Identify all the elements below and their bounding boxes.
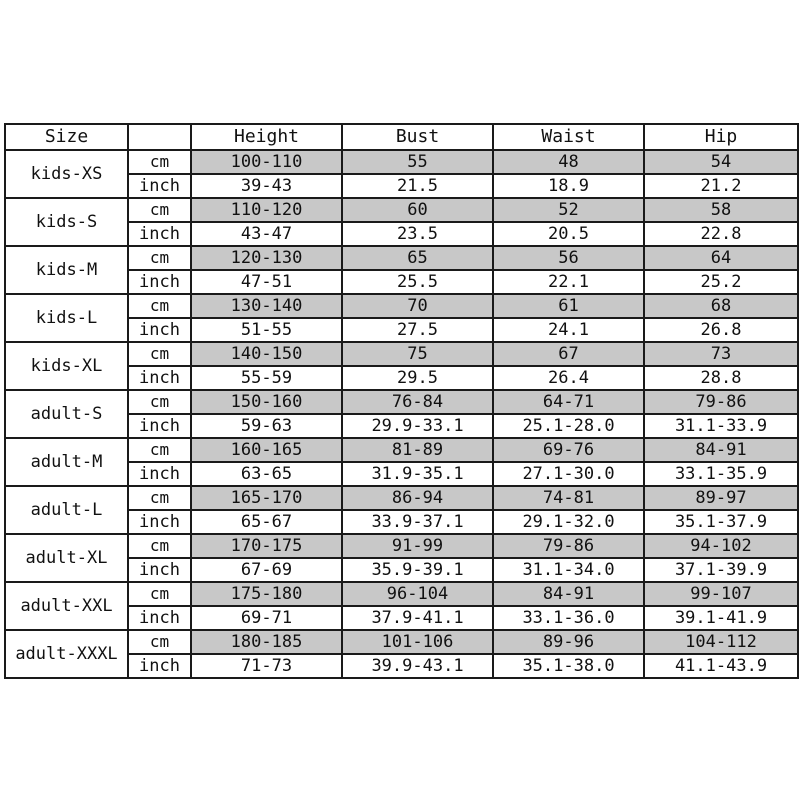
height-value: 67-69: [191, 558, 342, 582]
waist-value: 84-91: [493, 582, 644, 606]
bust-value: 65: [342, 246, 493, 270]
hip-value: 22.8: [644, 222, 798, 246]
unit-label: inch: [128, 510, 191, 534]
table-row: [5, 294, 798, 318]
unit-label: inch: [128, 174, 191, 198]
bust-value: 101-106: [342, 630, 493, 654]
bust-value: 29.9-33.1: [342, 414, 493, 438]
table-row: [5, 582, 798, 606]
hip-value: 89-97: [644, 486, 798, 510]
bust-value: 23.5: [342, 222, 493, 246]
hip-value: 21.2: [644, 174, 798, 198]
height-value: 140-150: [191, 342, 342, 366]
size-label: kids-XL: [5, 342, 128, 390]
unit-label: cm: [128, 390, 191, 414]
table-row: [5, 390, 798, 414]
bust-value: 86-94: [342, 486, 493, 510]
size-label: kids-XS: [5, 150, 128, 198]
unit-label: cm: [128, 534, 191, 558]
header-size: Size: [5, 124, 128, 150]
height-value: 59-63: [191, 414, 342, 438]
waist-value: 35.1-38.0: [493, 654, 644, 678]
bust-value: 96-104: [342, 582, 493, 606]
waist-value: 52: [493, 198, 644, 222]
bust-value: 37.9-41.1: [342, 606, 493, 630]
unit-label: inch: [128, 462, 191, 486]
table-row: [5, 438, 798, 462]
height-value: 170-175: [191, 534, 342, 558]
table-row: [5, 246, 798, 270]
waist-value: 48: [493, 150, 644, 174]
hip-value: 84-91: [644, 438, 798, 462]
height-value: 47-51: [191, 270, 342, 294]
waist-value: 18.9: [493, 174, 644, 198]
unit-label: cm: [128, 342, 191, 366]
waist-value: 26.4: [493, 366, 644, 390]
waist-value: 29.1-32.0: [493, 510, 644, 534]
hip-value: 28.8: [644, 366, 798, 390]
hip-value: 41.1-43.9: [644, 654, 798, 678]
header-waist: Waist: [493, 124, 644, 150]
unit-label: cm: [128, 630, 191, 654]
hip-value: 37.1-39.9: [644, 558, 798, 582]
unit-label: cm: [128, 486, 191, 510]
unit-label: inch: [128, 606, 191, 630]
waist-value: 27.1-30.0: [493, 462, 644, 486]
table-row: [5, 486, 798, 510]
unit-label: cm: [128, 294, 191, 318]
waist-value: 24.1: [493, 318, 644, 342]
height-value: 120-130: [191, 246, 342, 270]
unit-label: inch: [128, 318, 191, 342]
unit-label: cm: [128, 150, 191, 174]
bust-value: 27.5: [342, 318, 493, 342]
unit-label: cm: [128, 582, 191, 606]
header-row: [5, 124, 798, 150]
height-value: 69-71: [191, 606, 342, 630]
unit-label: inch: [128, 366, 191, 390]
size-label: adult-XL: [5, 534, 128, 582]
height-value: 55-59: [191, 366, 342, 390]
header-unit: [128, 124, 191, 150]
bust-value: 81-89: [342, 438, 493, 462]
height-value: 51-55: [191, 318, 342, 342]
table-row: [5, 534, 798, 558]
bust-value: 25.5: [342, 270, 493, 294]
table-row: [5, 630, 798, 654]
size-label: kids-M: [5, 246, 128, 294]
hip-value: 31.1-33.9: [644, 414, 798, 438]
hip-value: 35.1-37.9: [644, 510, 798, 534]
hip-value: 79-86: [644, 390, 798, 414]
unit-label: cm: [128, 246, 191, 270]
header-hip: Hip: [644, 124, 798, 150]
bust-value: 31.9-35.1: [342, 462, 493, 486]
height-value: 175-180: [191, 582, 342, 606]
bust-value: 55: [342, 150, 493, 174]
unit-label: cm: [128, 198, 191, 222]
bust-value: 35.9-39.1: [342, 558, 493, 582]
bust-value: 39.9-43.1: [342, 654, 493, 678]
waist-value: 74-81: [493, 486, 644, 510]
size-label: adult-M: [5, 438, 128, 486]
height-value: 150-160: [191, 390, 342, 414]
size-label: adult-XXXL: [5, 630, 128, 678]
bust-value: 91-99: [342, 534, 493, 558]
bust-value: 33.9-37.1: [342, 510, 493, 534]
waist-value: 56: [493, 246, 644, 270]
hip-value: 54: [644, 150, 798, 174]
height-value: 71-73: [191, 654, 342, 678]
waist-value: 79-86: [493, 534, 644, 558]
waist-value: 22.1: [493, 270, 644, 294]
header-bust: Bust: [342, 124, 493, 150]
height-value: 65-67: [191, 510, 342, 534]
hip-value: 68: [644, 294, 798, 318]
height-value: 160-165: [191, 438, 342, 462]
height-value: 110-120: [191, 198, 342, 222]
waist-value: 89-96: [493, 630, 644, 654]
hip-value: 58: [644, 198, 798, 222]
hip-value: 104-112: [644, 630, 798, 654]
hip-value: 39.1-41.9: [644, 606, 798, 630]
unit-label: cm: [128, 438, 191, 462]
unit-label: inch: [128, 270, 191, 294]
bust-value: 60: [342, 198, 493, 222]
waist-value: 67: [493, 342, 644, 366]
waist-value: 20.5: [493, 222, 644, 246]
waist-value: 69-76: [493, 438, 644, 462]
waist-value: 31.1-34.0: [493, 558, 644, 582]
size-table-body: [5, 150, 798, 678]
hip-value: 99-107: [644, 582, 798, 606]
hip-value: 73: [644, 342, 798, 366]
hip-value: 94-102: [644, 534, 798, 558]
height-value: 43-47: [191, 222, 342, 246]
bust-value: 70: [342, 294, 493, 318]
height-value: 100-110: [191, 150, 342, 174]
size-label: adult-S: [5, 390, 128, 438]
waist-value: 25.1-28.0: [493, 414, 644, 438]
waist-value: 64-71: [493, 390, 644, 414]
hip-value: 26.8: [644, 318, 798, 342]
bust-value: 75: [342, 342, 493, 366]
hip-value: 64: [644, 246, 798, 270]
table-row: [5, 198, 798, 222]
size-chart-table: [4, 123, 799, 679]
size-label: kids-L: [5, 294, 128, 342]
unit-label: inch: [128, 654, 191, 678]
height-value: 63-65: [191, 462, 342, 486]
bust-value: 29.5: [342, 366, 493, 390]
table-row: [5, 342, 798, 366]
bust-value: 76-84: [342, 390, 493, 414]
table-row: [5, 150, 798, 174]
hip-value: 33.1-35.9: [644, 462, 798, 486]
unit-label: inch: [128, 414, 191, 438]
height-value: 165-170: [191, 486, 342, 510]
unit-label: inch: [128, 222, 191, 246]
size-label: adult-XXL: [5, 582, 128, 630]
waist-value: 33.1-36.0: [493, 606, 644, 630]
hip-value: 25.2: [644, 270, 798, 294]
height-value: 130-140: [191, 294, 342, 318]
height-value: 180-185: [191, 630, 342, 654]
height-value: 39-43: [191, 174, 342, 198]
header-height: Height: [191, 124, 342, 150]
size-label: kids-S: [5, 198, 128, 246]
unit-label: inch: [128, 558, 191, 582]
bust-value: 21.5: [342, 174, 493, 198]
waist-value: 61: [493, 294, 644, 318]
size-label: adult-L: [5, 486, 128, 534]
